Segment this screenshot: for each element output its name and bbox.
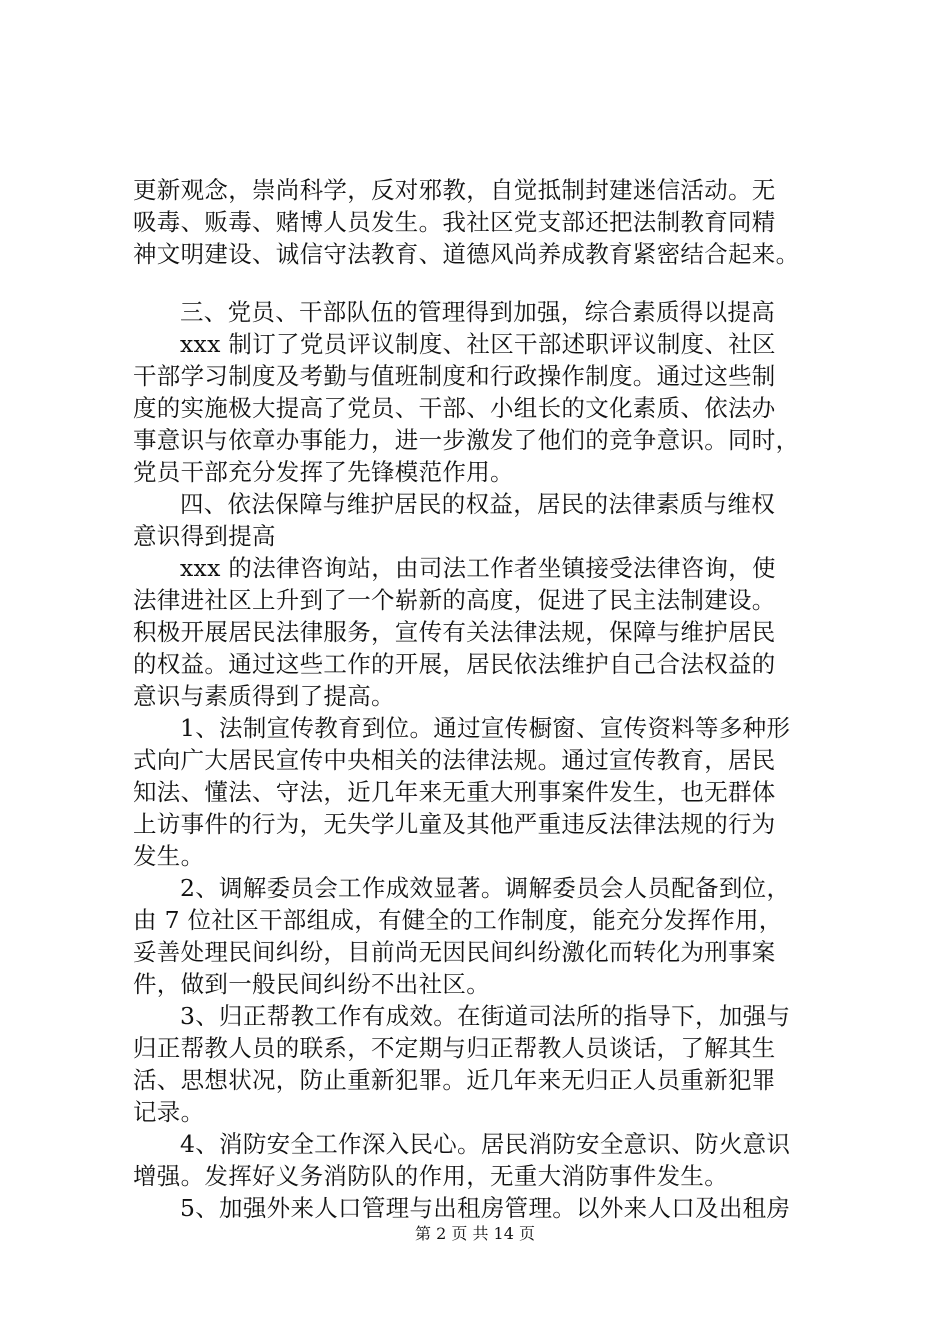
- text-line: 的权益。通过这些工作的开展，居民依法维护自己合法权益的: [133, 650, 776, 678]
- text-line: 党员干部充分发挥了先锋模范作用。: [133, 458, 514, 486]
- text-line: 更新观念，崇尚科学，反对邪教，自觉抵制封建迷信活动。无: [133, 176, 776, 204]
- text-line: 由 7 位社区干部组成，有健全的工作制度，能充分发挥作用，: [133, 906, 783, 934]
- text-line: 意识与素质得到了提高。: [133, 682, 395, 710]
- text-line: 吸毒、贩毒、赌博人员发生。我社区党支部还把法制教育同精: [133, 208, 776, 236]
- text-line: 件，做到一般民间纠纷不出社区。: [133, 970, 490, 998]
- text-line: 法律进社区上升到了一个崭新的高度，促进了民主法制建设。: [133, 586, 776, 614]
- text-line: 记录。: [133, 1098, 205, 1126]
- text-line: 2、调解委员会工作成效显著。调解委员会人员配备到位，: [180, 874, 791, 902]
- text-line: 妥善处理民间纠纷，目前尚无因民间纠纷激化而转化为刑事案: [133, 938, 776, 966]
- text-line: 度的实施极大提高了党员、干部、小组长的文化素质、依法办: [133, 394, 776, 422]
- text-line: 3、归正帮教工作有成效。在街道司法所的指导下，加强与: [180, 1002, 791, 1030]
- text-line: 归正帮教人员的联系，不定期与归正帮教人员谈话，了解其生: [133, 1034, 776, 1062]
- section-heading: 四、依法保障与维护居民的权益，居民的法律素质与维权: [180, 490, 775, 518]
- text-line: xxx 制订了党员评议制度、社区干部述职评议制度、社区: [180, 330, 776, 358]
- text-line: 5、加强外来人口管理与出租房管理。以外来人口及出租房: [180, 1194, 791, 1222]
- text-line: 4、消防安全工作深入民心。居民消防安全意识、防火意识: [180, 1130, 791, 1158]
- text-line: 活、思想状况，防止重新犯罪。近几年来无归正人员重新犯罪: [133, 1066, 776, 1094]
- text-line: 式向广大居民宣传中央相关的法律法规。通过宣传教育，居民: [133, 746, 776, 774]
- section-heading: 意识得到提高: [133, 522, 276, 550]
- text-line: xxx 的法律咨询站，由司法工作者坐镇接受法律咨询，使: [180, 554, 776, 582]
- page-number-footer: 第 2 页 共 14 页: [415, 1224, 535, 1243]
- text-line: 发生。: [133, 842, 205, 870]
- text-line: 知法、懂法、守法，近几年来无重大刑事案件发生，也无群体: [133, 778, 776, 806]
- text-line: 增强。发挥好义务消防队的作用，无重大消防事件发生。: [133, 1162, 728, 1190]
- text-line: 事意识与依章办事能力，进一步激发了他们的竞争意识。同时，: [133, 426, 800, 454]
- text-line: 1、法制宣传教育到位。通过宣传橱窗、宣传资料等多种形: [180, 714, 791, 742]
- text-line: 积极开展居民法律服务，宣传有关法律法规，保障与维护居民: [133, 618, 776, 646]
- text-line: 干部学习制度及考勤与值班制度和行政操作制度。通过这些制: [133, 362, 776, 390]
- section-heading: 三、党员、干部队伍的管理得到加强，综合素质得以提高: [180, 298, 775, 326]
- text-line: 上访事件的行为，无失学儿童及其他严重违反法律法规的行为: [133, 810, 776, 838]
- text-line: 神文明建设、诚信守法教育、道德风尚养成教育紧密结合起来。: [133, 240, 800, 268]
